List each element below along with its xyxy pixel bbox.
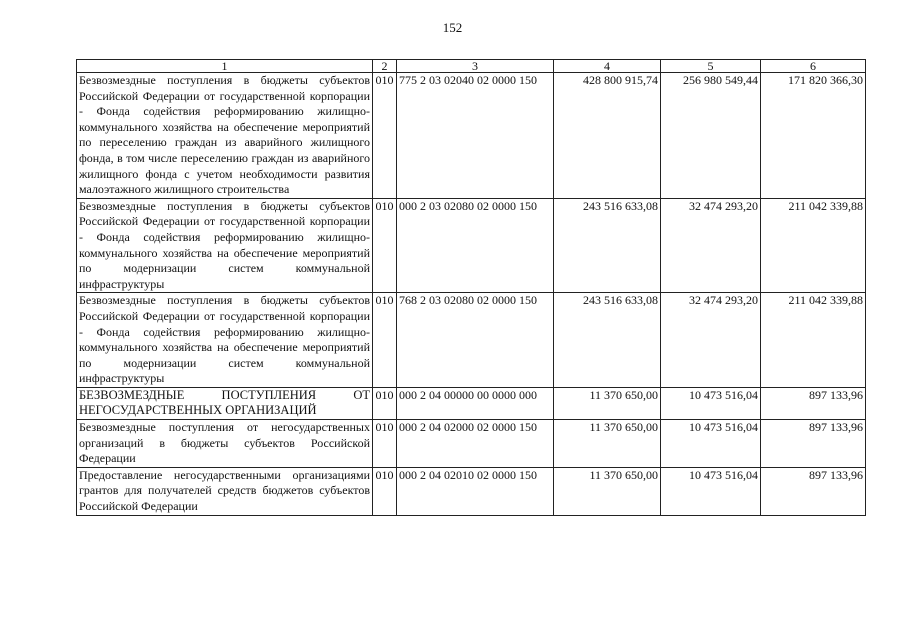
executed-amount-cell: 32 474 293,20 [661,198,761,293]
page-number: 152 [442,20,463,35]
line-code-cell: 010 [373,293,397,388]
unexecuted-amount-cell: 897 133,96 [761,387,866,419]
unexecuted-amount-cell: 171 820 366,30 [761,73,866,199]
table-row [77,73,866,199]
approved-amount-cell: 428 800 915,74 [554,73,661,199]
unexecuted-amount-cell: 897 133,96 [761,420,866,468]
column-header-2: 2 [373,60,397,73]
column-header-4: 4 [554,60,661,73]
line-code-cell: 010 [373,387,397,419]
executed-amount-cell: 256 980 549,44 [661,73,761,199]
table-row [77,467,866,515]
line-code-cell: 010 [373,467,397,515]
column-header-5: 5 [661,60,761,73]
budget-classification-code-cell: 000 2 04 00000 00 0000 000 [397,387,554,419]
line-code-cell: 010 [373,73,397,199]
budget-report-table [76,59,866,516]
column-header-1: 1 [77,60,373,73]
executed-amount-cell: 10 473 516,04 [661,420,761,468]
table-row [77,198,866,293]
unexecuted-amount-cell: 211 042 339,88 [761,198,866,293]
line-code-cell: 010 [373,420,397,468]
budget-classification-code-cell: 000 2 03 02080 02 0000 150 [397,198,554,293]
column-header-6: 6 [761,60,866,73]
unexecuted-amount-cell: 211 042 339,88 [761,293,866,388]
budget-classification-code-cell: 000 2 04 02000 02 0000 150 [397,420,554,468]
approved-amount-cell: 243 516 633,08 [554,293,661,388]
income-name-cell: Безвозмездные поступления в бюджеты субъектов Российской Федерации от государственной корпорации - Фонда содействия реформированию жилищно-коммунального хозяйства на обеспечение мероприятий по модернизации систем коммунальной инфраструктуры [77,293,373,388]
income-name-cell: Безвозмездные поступления в бюджеты субъектов Российской Федерации от государственной корпорации - Фонда содействия реформированию жилищно-коммунального хозяйства на обеспечение мероприятий по переселению граждан из аварийного жилищного фонда, в том числе переселению граждан из аварийного жилищного фонда с учетом необходимости развития малоэтажного жилищного строительства [77,73,373,199]
unexecuted-amount-cell: 897 133,96 [761,467,866,515]
budget-classification-code-cell: 768 2 03 02080 02 0000 150 [397,293,554,388]
income-name-cell: Безвозмездные поступления в бюджеты субъектов Российской Федерации от государственной корпорации - Фонда содействия реформированию жилищно-коммунального хозяйства на обеспечение мероприятий по модернизации систем коммунальной инфраструктуры [77,198,373,293]
table-row [77,420,866,468]
approved-amount-cell: 11 370 650,00 [554,420,661,468]
executed-amount-cell: 32 474 293,20 [661,293,761,388]
income-name-cell: Предоставление негосударственными организациями грантов для получателей средств бюджетов субъектов Российской Федерации [77,467,373,515]
executed-amount-cell: 10 473 516,04 [661,387,761,419]
column-header-3: 3 [397,60,554,73]
income-name-cell: Безвозмездные поступления от негосударственных организаций в бюджеты субъектов Российской Федерации [77,420,373,468]
column-number-header-row [77,60,866,73]
budget-classification-code-cell: 000 2 04 02010 02 0000 150 [397,467,554,515]
approved-amount-cell: 11 370 650,00 [554,387,661,419]
table-row [77,293,866,388]
line-code-cell: 010 [373,198,397,293]
approved-amount-cell: 243 516 633,08 [554,198,661,293]
executed-amount-cell: 10 473 516,04 [661,467,761,515]
approved-amount-cell: 11 370 650,00 [554,467,661,515]
table-row [77,387,866,419]
income-name-cell: БЕЗВОЗМЕЗДНЫЕ ПОСТУПЛЕНИЯ ОТ НЕГОСУДАРСТВЕННЫХ ОРГАНИЗАЦИЙ [77,387,373,419]
budget-classification-code-cell: 775 2 03 02040 02 0000 150 [397,73,554,199]
